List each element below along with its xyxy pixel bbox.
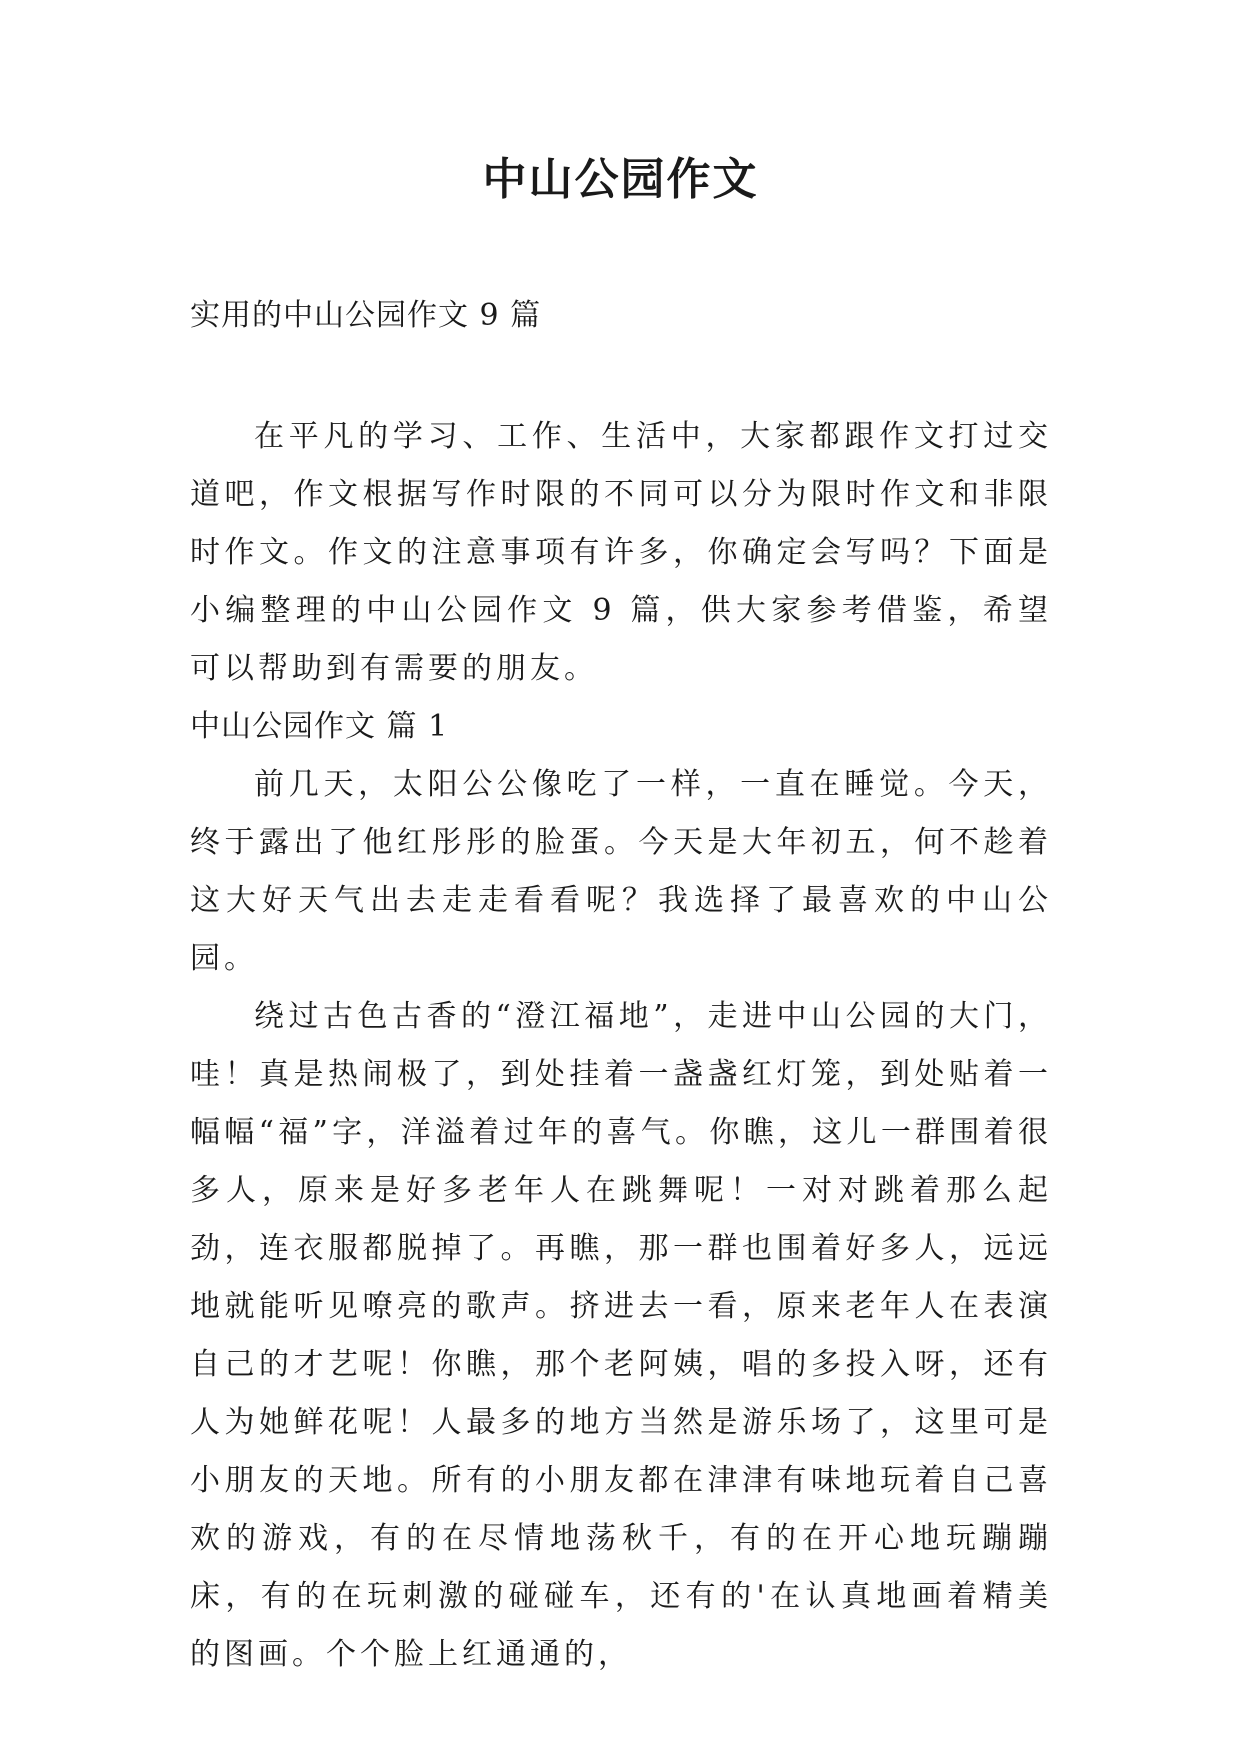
document-title: 中山公园作文: [482, 154, 759, 205]
document-subtitle: 实用的中山公园作文 9 篇: [190, 298, 542, 333]
intro-paragraph: 在平凡的学习、工作、生活中，大家都跟作文打过交道吧，作文根据写作时限的不同可以分为限时作文和非限时作文。作文的注意事项有许多，你确定会写吗？下面是小编整理的中山公园作文 9 篇，供大家参考借鉴，希望可以帮助到有需要的朋友。: [190, 419, 1052, 686]
document-body: [190, 408, 1052, 1684]
section-heading: 中山公园作文 篇 1: [190, 709, 449, 744]
body-paragraph-2: 绕过古色古香的“澄江福地”，走进中山公园的大门，哇！真是热闹极了，到处挂着一盏盏红灯笼，到处贴着一幅幅“福”字，洋溢着过年的喜气。你瞧，这儿一群围着很多人，原来是好多老年人在跳舞呢！一对对跳着那么起劲，连衣服都脱掉了。再瞧，那一群也围着好多人，远远地就能听见嘹亮的歌声。挤进去一看，原来老年人在表演自己的才艺呢！你瞧，那个老阿姨，唱的多投入呀，还有人为她鲜花呢！人最多的地方当然是游乐场了，这里可是小朋友的天地。所有的小朋友都在津津有味地玩着自己喜欢的游戏，有的在尽情地荡秋千，有的在开心地玩蹦蹦床，有的在玩刺激的碰碰车，还有的'在认真地画着精美的图画。个个脸上红通通的，: [190, 999, 1052, 1672]
body-paragraph-1: 前几天，太阳公公像吃了一样，一直在睡觉。今天，终于露出了他红彤彤的脸蛋。今天是大年初五，何不趁着这大好天气出去走走看看呢？我选择了最喜欢的中山公园。: [190, 767, 1052, 976]
